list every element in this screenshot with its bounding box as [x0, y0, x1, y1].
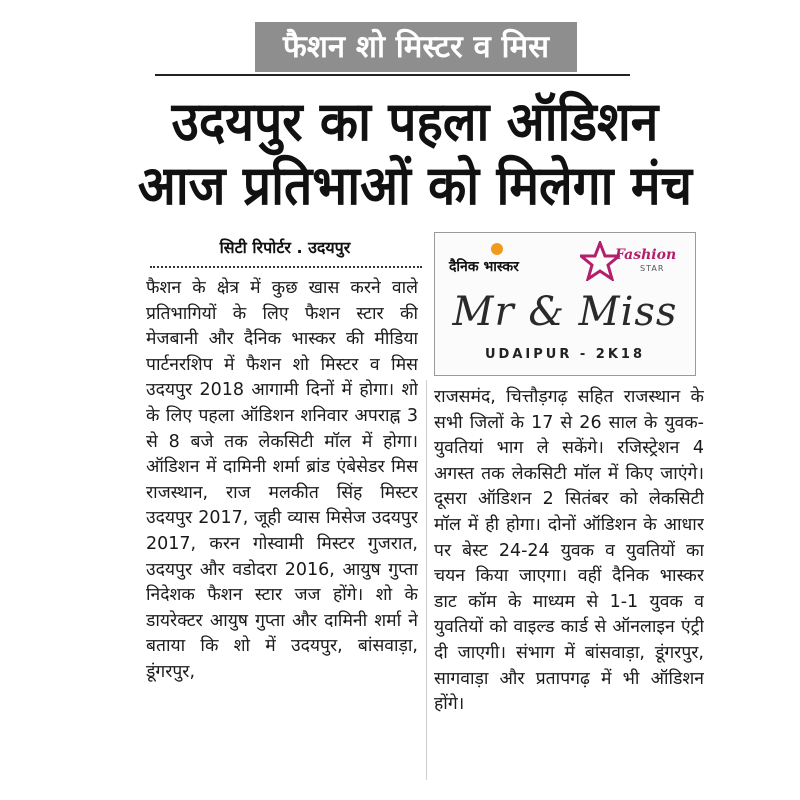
- byline-rule: [150, 266, 422, 268]
- logo-city: UDAIPUR - 2K18: [485, 347, 645, 362]
- byline: सिटी रिपोर्टर . उदयपुर: [219, 238, 351, 257]
- article-column-right: [434, 385, 704, 785]
- mr-miss-title: Mr & Miss: [452, 289, 678, 335]
- section-kicker: फैशन शो मिस्टर व मिस: [255, 22, 577, 72]
- article-body-left: फैशन के क्षेत्र में कुछ खास करने वाले प्रतिभागियों के लिए फैशन स्टार की मेजबानी और दैनिक भास्कर की मीडिया पार्टनरशिप में फैशन शो मिस्टर व मिस उदयपुर 2018 आगामी दिनों में होगा। शो के लिए पहला ऑडिशन शनिवार अपराह्न 3 से 8 बजे तक लेकसिटी मॉल में होगा। ऑडिशन में दामिनी शर्मा ब्रांड एंबेसेडर मिस राजस्थान, राज मलकीत सिंह मिस्टर उदयपुर 2017, जूही व्यास मिसेज उदयपुर 2017, करन गोस्वामी मिस्टर गुजरात, उदयपुर और वडोदरा 2016, आयुष गुप्ता निदेशक फैशन स्टार जज होंगे। शो के डायरेक्टर आयुष गुप्ता और दामिनी शर्मा ने बताया कि शो में उदयपुर, बांसवाड़ा, डूंगरपुर,: [146, 278, 418, 682]
- fashion-star-logo: Fashion: [615, 247, 677, 263]
- headline-line-1: उदयपुर का पहला ऑडिशन: [171, 90, 659, 153]
- article-column-left: [146, 276, 418, 794]
- sun-icon: [491, 243, 503, 255]
- headline-line-2: आज प्रतिभाओं को मिलेगा मंच: [137, 154, 693, 217]
- fashion-star-sub: STAR: [640, 264, 665, 273]
- kicker-rule: [155, 74, 630, 76]
- article-body-right: राजसमंद, चित्तौड़गढ़ सहित राजस्थान के सभी जिलों के 17 से 26 साल के युवक-युवतियां भाग ले सकेंगे। रजिस्ट्रेशन 4 अगस्त तक लेकसिटी मॉल में किए जाएंगे। दूसरा ऑडिशन 2 सितंबर को लेकसिटी मॉल में ही होगा। दोनों ऑडिशन के आधार पर बेस्ट 24-24 युवक व युवतियों का चयन किया जाएगा। वहीं दैनिक भास्कर डाट कॉम के माध्यम से 1-1 युवक व युवतियों को वाइल्ड कार्ड से ऑनलाइन एंट्री दी जाएगी। संभाग में बांसवाड़ा, डूंगरपुर, सागवाड़ा और प्रतापगढ़ में भी ऑडिशन होंगे।: [434, 387, 704, 715]
- event-logo-image: [434, 232, 696, 376]
- publisher-logo: दैनिक भास्कर: [449, 259, 519, 275]
- column-divider: [426, 380, 427, 780]
- headline: [100, 90, 730, 218]
- star-icon: [580, 241, 620, 281]
